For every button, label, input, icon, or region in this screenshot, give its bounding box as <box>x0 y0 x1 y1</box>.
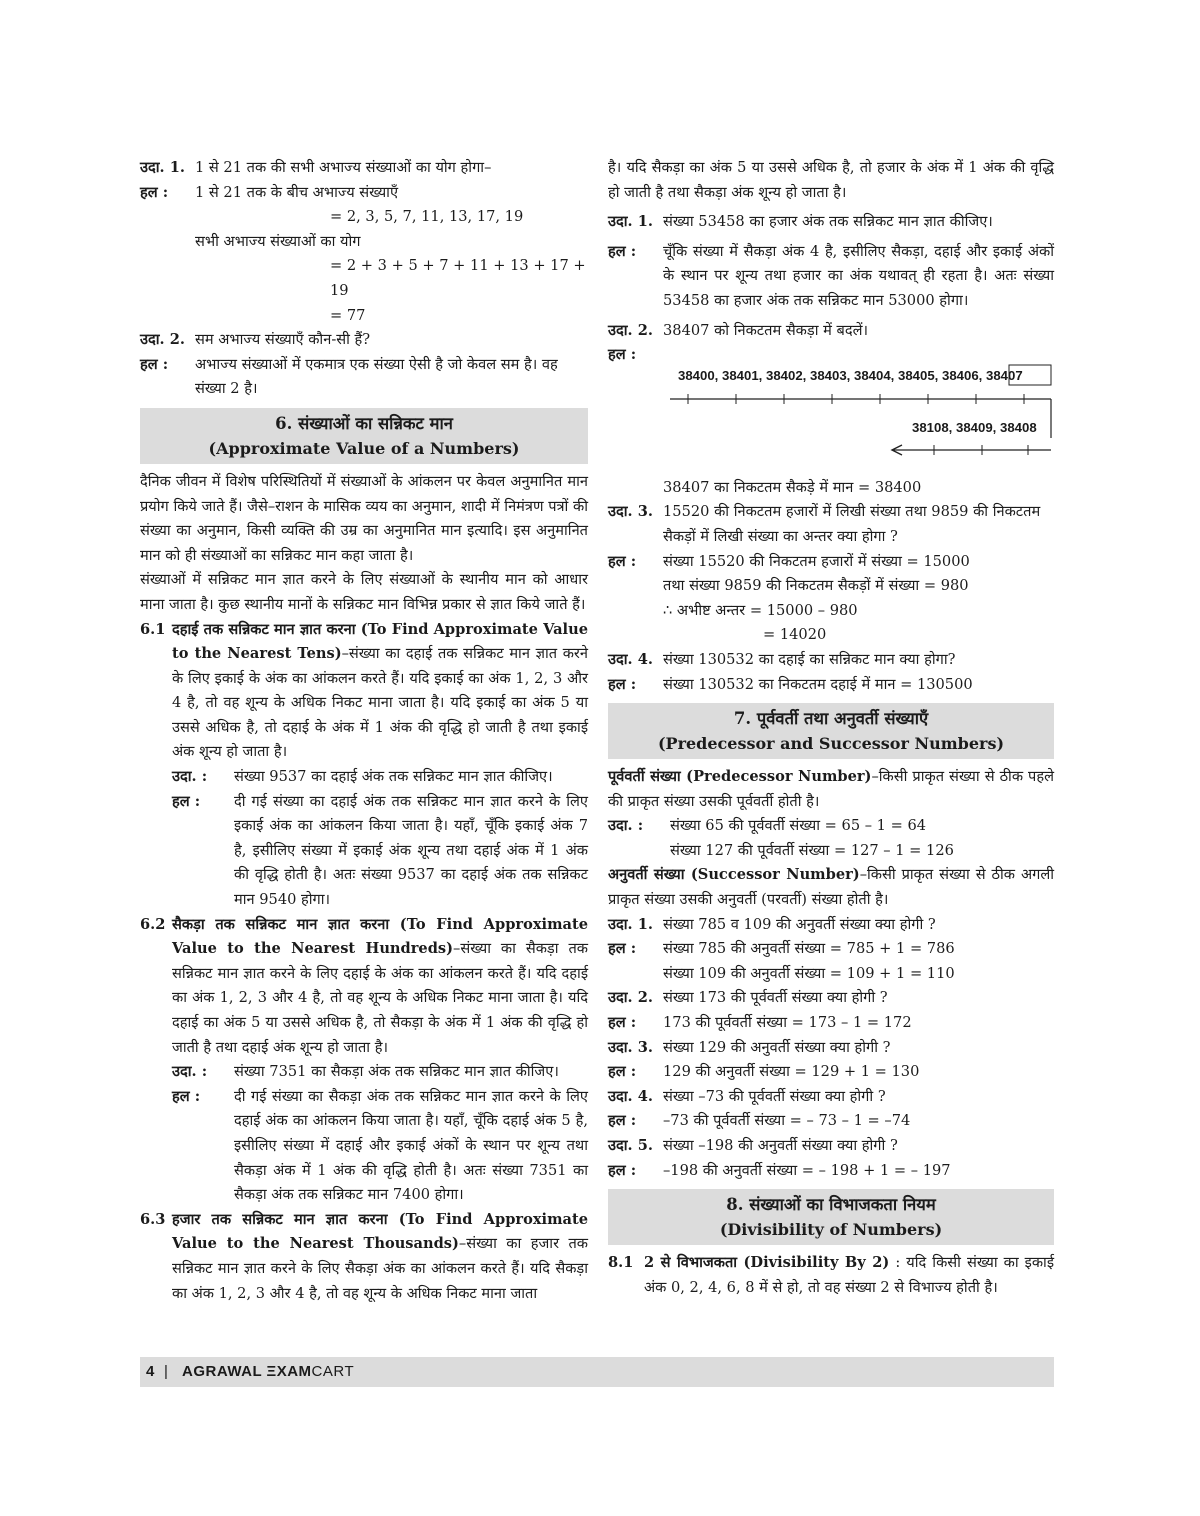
solution-label: हल : <box>140 355 169 373</box>
solution-label: हल : <box>608 1014 637 1032</box>
answer-3 <box>608 1060 1054 1085</box>
example-label: उदा. 1. <box>608 915 653 933</box>
solution-text: संख्या 130532 का निकटतम दहाई में मान = 130500 <box>663 675 973 693</box>
subsection-6-2 <box>140 913 588 1061</box>
solution-line: संख्या 109 की अनुवर्ती संख्या = 109 + 1 = 110 <box>663 964 955 982</box>
subsection-solution <box>140 1085 588 1208</box>
example-text: 15520 की निकटतम हजारों में लिखी संख्या तथा 9859 की निकटतम सैकड़ों में लिखी संख्या का अन्तर क्या होगा ? <box>663 503 1041 545</box>
subsection-6-1 <box>140 618 588 766</box>
section-title: 8. संख्याओं का विभाजकता नियम <box>726 1195 936 1215</box>
subsection-body: : यदि किसी संख्या का इकाई अंक 0, 2, 4, 6, 8 में से हो, तो वह संख्या 2 से विभाज्य होती है। <box>644 1254 1054 1296</box>
left-column <box>140 156 588 1306</box>
solution-label: हल : <box>608 1112 637 1130</box>
example-2 <box>140 328 588 353</box>
solution-line: तथा संख्या 9859 की निकटतम सैकड़ों में संख्या = 980 <box>663 577 969 595</box>
question-5 <box>608 1134 1054 1159</box>
number-line-top-label: 38400, 38401, 38402, 38403, 38404, 38405, 38406, 38407 <box>678 367 1023 383</box>
subsection-8-1 <box>608 1251 1054 1300</box>
solution-equation: = 2, 3, 5, 7, 11, 13, 17, 19 <box>330 208 524 226</box>
definition-heading: पूर्ववर्ती संख्या (Predecessor Number) <box>608 768 872 786</box>
example-label: उदा. 1. <box>608 213 653 231</box>
subsection-heading: 2 से विभाजकता (Divisibility By 2) <box>644 1254 890 1272</box>
paragraph: संख्याओं में सन्निकट मान ज्ञात करने के लिए संख्याओं के स्थानीय मान को आधार माना जाता है। कुछ स्थानीय मानों के सन्निकट मान विभिन्न प्रकार से ज्ञात किये जाते हैं। <box>140 571 588 613</box>
solution-label: हल : <box>140 183 169 201</box>
example-label: उदा. 3. <box>608 1038 653 1056</box>
solution-label: हल : <box>608 1161 637 1179</box>
question-1 <box>608 913 1054 938</box>
example-text: संख्या 129 की अनुवर्ती संख्या क्या होगी ? <box>663 1038 891 1056</box>
question-2 <box>608 986 1054 1011</box>
solution-3 <box>608 550 1054 648</box>
solution-label: हल : <box>608 552 637 570</box>
solution-2 <box>608 343 1054 368</box>
solution-line: = 14020 <box>763 626 827 644</box>
successor-definition <box>608 863 1054 912</box>
solution-label: हल : <box>608 675 637 693</box>
subsection-number: 6.1 <box>140 620 166 638</box>
footer-separator: | <box>164 1363 168 1380</box>
solution-text: 129 की अनुवर्ती संख्या = 129 + 1 = 130 <box>663 1063 920 1081</box>
brand-bold: AGRAWAL ΞXAM <box>182 1363 312 1380</box>
example-text: संख्या 53458 का हजार अंक तक सन्निकट मान ज्ञात कीजिए। <box>663 213 993 231</box>
subsection-number: 6.3 <box>140 1210 166 1228</box>
subsection-example <box>140 765 588 790</box>
example-text: 38407 को निकटतम सैकड़ा में बदलें। <box>663 321 868 339</box>
example-text: 1 से 21 तक की सभी अभाज्य संख्याओं का योग होगा– <box>195 159 492 176</box>
solution-label: हल : <box>172 1087 201 1105</box>
example-1 <box>608 210 1054 235</box>
section-subtitle: (Approximate Value of a Numbers) <box>208 438 520 458</box>
subsection-body: –संख्या का दहाई तक सन्निकट मान ज्ञात करने के लिए इकाई के अंक का आंकलन करते हैं। यदि इकाई का अंक 1, 2, 3 और 4 है, तो वह शून्य के अधिक निकट माना जाता है। यदि इकाई का अंक 5 या उससे अधिक है, तो दहाई के अंक में 1 अंक की वृद्धि हो जाती है तथा इकाई अंक शून्य हो जाता है। <box>172 645 588 761</box>
subsection-number: 8.1 <box>608 1254 634 1272</box>
paragraph-continued: है। यदि सैकड़ा का अंक 5 या उससे अधिक है, तो हजार के अंक में 1 अंक की वृद्धि हो जाती है तथा सैकड़ा अंक शून्य हो जाता है। <box>608 159 1054 201</box>
question-3 <box>608 1036 1054 1061</box>
right-column <box>608 156 1054 1300</box>
solution-label: हल : <box>608 346 637 364</box>
example-label: उदा. 4. <box>608 1087 653 1105</box>
example-4 <box>608 648 1054 673</box>
example-line: संख्या 127 की पूर्ववर्ती संख्या = 127 – 1 = 126 <box>670 841 954 859</box>
section-7-heading <box>608 703 1054 759</box>
solution-result: 38407 का निकटतम सैकड़े में मान = 38400 <box>663 478 922 496</box>
number-line-figure <box>608 368 1054 476</box>
example-label: उदा. 4. <box>608 650 653 668</box>
solution-label: हल : <box>608 242 637 260</box>
question-4 <box>608 1085 1054 1110</box>
example-2 <box>608 319 1054 344</box>
solution-equation: = 77 <box>330 306 366 324</box>
predecessor-example <box>608 814 1054 863</box>
solution-equation: = 2 + 3 + 5 + 7 + 11 + 13 + 17 + 19 <box>330 257 586 299</box>
solution-line: संख्या 15520 की निकटतम हजारों में संख्या = 15000 <box>663 552 970 570</box>
answer-2 <box>608 1011 1054 1036</box>
number-line-bottom-label: 38108, 38409, 38408 <box>912 419 1037 435</box>
solution-text: दी गई संख्या का दहाई अंक तक सन्निकट मान ज्ञात करने के लिए इकाई अंक का आंकलन किया जाता है। यहाँ, चूँकि इकाई अंक 7 है, इसीलिए संख्या में इकाई अंक शून्य तथा दहाई अंक में 1 अंक की वृद्धि होती है। अतः संख्या 9537 का दहाई अंक तक सन्निकट मान 9540 होगा। <box>234 792 588 909</box>
example-label: उदा. 5. <box>608 1137 653 1154</box>
page-footer <box>140 1357 1054 1387</box>
example-text: संख्या 173 की पूर्ववर्ती संख्या क्या होगी ? <box>663 989 888 1007</box>
section-title: 7. पूर्ववर्ती तथा अनुवर्ती संख्याएँ <box>733 709 929 729</box>
solution-4 <box>608 673 1054 698</box>
example-text: संख्या 7351 का सैकड़ा अंक तक सन्निकट मान ज्ञात कीजिए। <box>234 1063 559 1081</box>
example-3 <box>608 500 1054 549</box>
solution-text: 1 से 21 तक के बीच अभाज्य संख्याएँ <box>195 183 399 201</box>
example-label: उदा. : <box>608 817 644 835</box>
example-label: उदा. 2. <box>140 331 185 349</box>
solution-1 <box>608 240 1054 314</box>
definition-heading: अनुवर्ती संख्या (Successor Number) <box>608 866 860 884</box>
example-label: उदा. 2. <box>608 989 653 1007</box>
solution-line: संख्या 785 की अनुवर्ती संख्या = 785 + 1 = 786 <box>663 940 955 958</box>
example-line: संख्या 65 की पूर्ववर्ती संख्या = 65 – 1 = 64 <box>670 817 927 835</box>
solution-text: 173 की पूर्ववर्ती संख्या = 173 – 1 = 172 <box>663 1014 912 1032</box>
solution-text: दी गई संख्या का सैकड़ा अंक तक सन्निकट मान ज्ञात करने के लिए दहाई अंक का आंकलन किया जाता है। यहाँ, चूँकि दहाई अंक 5 है, इसीलिए संख्या में दहाई और इकाई अंकों के स्थान पर शून्य तथा सैकड़ा अंक में 1 अंक की वृद्धि होती है। अतः संख्या 7351 का सैकड़ा अंक तक सन्निकट मान 7400 होगा। <box>234 1087 588 1204</box>
example-text: संख्या 785 व 109 की अनुवर्ती संख्या क्या होगी ? <box>663 915 936 933</box>
section-subtitle: (Predecessor and Successor Numbers) <box>657 734 1005 754</box>
publisher-logo <box>182 1357 354 1387</box>
solution-line: ∴ अभीष्ट अन्तर = 15000 – 980 <box>663 601 858 619</box>
paragraph: दैनिक जीवन में विशेष परिस्थितियों में संख्याओं के आंकलन पर केवल अनुमानित मान प्रयोग किये जाते हैं। जैसे–राशन के मासिक व्यय का अनुमान, शादी में निमंत्रण पत्रों की संख्या का अनुमान, किसी व्यक्ति की उम्र का अनुमानित मान इत्यादि। इस अनुमानित मान को ही संख्याओं का सन्निकट मान कहा जाता है। <box>140 472 588 564</box>
answer-4 <box>608 1109 1054 1134</box>
definition-body: –किसी प्राकृत संख्या से ठीक अगली प्राकृत संख्या उसकी अनुवर्ती (परवर्ती) संख्या होती है। <box>608 866 1054 909</box>
example-label: उदा. 2. <box>608 321 653 339</box>
example-text: संख्या 9537 का दहाई अंक तक सन्निकट मान ज्ञात कीजिए। <box>234 768 553 786</box>
example-text: संख्या 130532 का दहाई का सन्निकट मान क्या होगा? <box>663 650 956 668</box>
solution-text: चूँकि संख्या में सैकड़ा अंक 4 है, इसीलिए सैकड़ा, दहाई और इकाई अंकों के स्थान पर शून्य तथा हजार का अंक यथावत् ही रहता है। अतः संख्या 53458 का हजार अंक तक सन्निकट मान 53000 होगा। <box>663 242 1054 309</box>
solution-2 <box>140 353 588 402</box>
subsection-number: 6.2 <box>140 915 166 933</box>
solution-text: अभाज्य संख्याओं में एकमात्र एक संख्या ऐसी है जो केवल सम है। वह संख्या 2 है। <box>195 355 558 398</box>
subsection-heading: सैकड़ा तक सन्निकट मान ज्ञात करना (To Find Approximate Value to the Nearest Hundreds) <box>172 915 588 958</box>
subsection-heading: दहाई तक सन्निकट मान ज्ञात करना (To Find Approximate Value to the Nearest Tens) <box>172 620 588 663</box>
subsection-6-3 <box>140 1208 588 1306</box>
subsection-solution <box>140 790 588 913</box>
subsection-example <box>140 1060 588 1085</box>
section-6-heading <box>140 408 588 464</box>
example-text: संख्या –73 की पूर्ववर्ती संख्या क्या होगी ? <box>663 1087 886 1105</box>
answer-1 <box>608 937 1054 986</box>
solution-label: हल : <box>172 792 201 810</box>
definition-body: –किसी प्राकृत संख्या से ठीक पहले की प्राकृत संख्या उसकी पूर्ववर्ती होती है। <box>608 768 1054 810</box>
example-label: उदा. : <box>172 768 208 786</box>
example-label: उदा. 3. <box>608 503 653 521</box>
number-line-svg <box>608 368 1054 476</box>
subsection-body: –संख्या का सैकड़ा तक सन्निकट मान ज्ञात करने के लिए दहाई के अंक का आंकलन करते हैं। यदि दहाई का अंक 1, 2, 3 और 4 है, तो वह शून्य के अधिक निकट माना जाता है। यदि दहाई का अंक 5 या उससे अधिक है, तो सैकड़ा के अंक में 1 अंक की वृद्धि हो जाती है तथा दहाई अंक शून्य हो जाता है। <box>172 940 588 1056</box>
example-label: उदा. : <box>172 1063 208 1081</box>
example-1 <box>140 156 588 181</box>
solution-text: –73 की पूर्ववर्ती संख्या = – 73 – 1 = –74 <box>663 1112 911 1130</box>
solution-text: सभी अभाज्य संख्याओं का योग <box>195 232 361 250</box>
example-text: सम अभाज्य संख्याएँ कौन-सी हैं? <box>195 331 371 349</box>
brand-light: CART <box>311 1363 355 1380</box>
predecessor-definition <box>608 765 1054 814</box>
boxed-number: 38407 <box>986 367 1023 383</box>
example-label: उदा. 1. <box>140 159 185 176</box>
section-title: 6. संख्याओं का सन्निकट मान <box>275 413 453 433</box>
solution-text: –198 की अनुवर्ती संख्या = – 198 + 1 = – 197 <box>663 1161 951 1179</box>
example-text: संख्या –198 की अनुवर्ती संख्या क्या होगी ? <box>663 1137 898 1154</box>
section-8-heading <box>608 1189 1054 1245</box>
section-subtitle: (Divisibility of Numbers) <box>719 1220 943 1240</box>
answer-5 <box>608 1159 1054 1184</box>
solution-label: हल : <box>608 1063 637 1081</box>
page-number: 4 <box>146 1363 155 1380</box>
solution-1 <box>140 181 588 206</box>
solution-label: हल : <box>608 940 637 958</box>
subsection-heading: हजार तक सन्निकट मान ज्ञात करना (To Find Approximate Value to the Nearest Thousands) <box>172 1210 588 1253</box>
subsection-body: –संख्या का हजार तक सन्निकट मान ज्ञात करने के लिए सैकड़ा अंक का आंकलन करते हैं। यदि सैकड़ा का अंक 1, 2, 3 और 4 है, तो वह शून्य के अधिक निकट माना जाता <box>172 1235 589 1302</box>
